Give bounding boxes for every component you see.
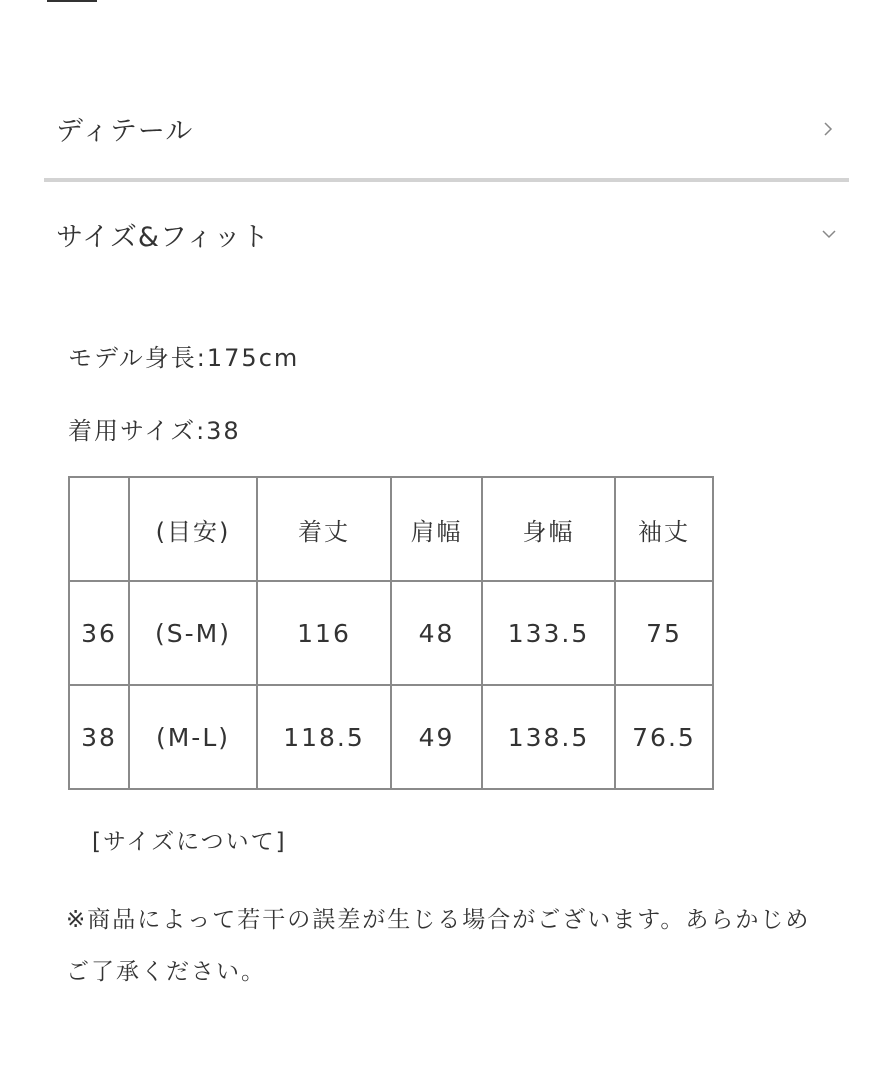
table-header-cell: 肩幅 [391, 477, 482, 581]
model-height: モデル身長:175cm [68, 344, 300, 372]
table-header-cell [69, 477, 129, 581]
accordion-detail-header[interactable] [56, 108, 834, 148]
table-header-cell: 着丈 [257, 477, 391, 581]
table-header-cell: 袖丈 [615, 477, 713, 581]
table-cell: 36 [69, 581, 129, 685]
size-guide-link[interactable]: [サイズについて] [92, 829, 287, 855]
table-cell: (M-L) [129, 685, 257, 789]
table-cell: 48 [391, 581, 482, 685]
worn-size: 着用サイズ:38 [68, 417, 241, 445]
table-cell: (S-M) [129, 581, 257, 685]
accordion-size-title: サイズ&フィット [56, 221, 270, 253]
chevron-right-icon [822, 122, 834, 134]
accordion-size-header[interactable] [56, 214, 834, 254]
table-cell: 76.5 [615, 685, 713, 789]
table-cell: 38 [69, 685, 129, 789]
top-rule [47, 0, 97, 2]
table-cell: 138.5 [482, 685, 615, 789]
notice-text: ※商品によって若干の誤差が生じる場合がございます。あらかじめご了承ください。 [66, 907, 811, 985]
chevron-down-icon [822, 228, 834, 240]
table-cell: 75 [615, 581, 713, 685]
table-cell: 133.5 [482, 581, 615, 685]
table-header-cell: 身幅 [482, 477, 615, 581]
size-table [68, 476, 714, 790]
table-cell: 118.5 [257, 685, 391, 789]
table-row [69, 685, 713, 789]
table-cell: 49 [391, 685, 482, 789]
table-header-row [69, 477, 713, 581]
accordion-detail-title: ディテール [56, 115, 194, 147]
table-row [69, 581, 713, 685]
section-divider [44, 178, 849, 182]
table-header-cell: (目安) [129, 477, 257, 581]
table-cell: 116 [257, 581, 391, 685]
